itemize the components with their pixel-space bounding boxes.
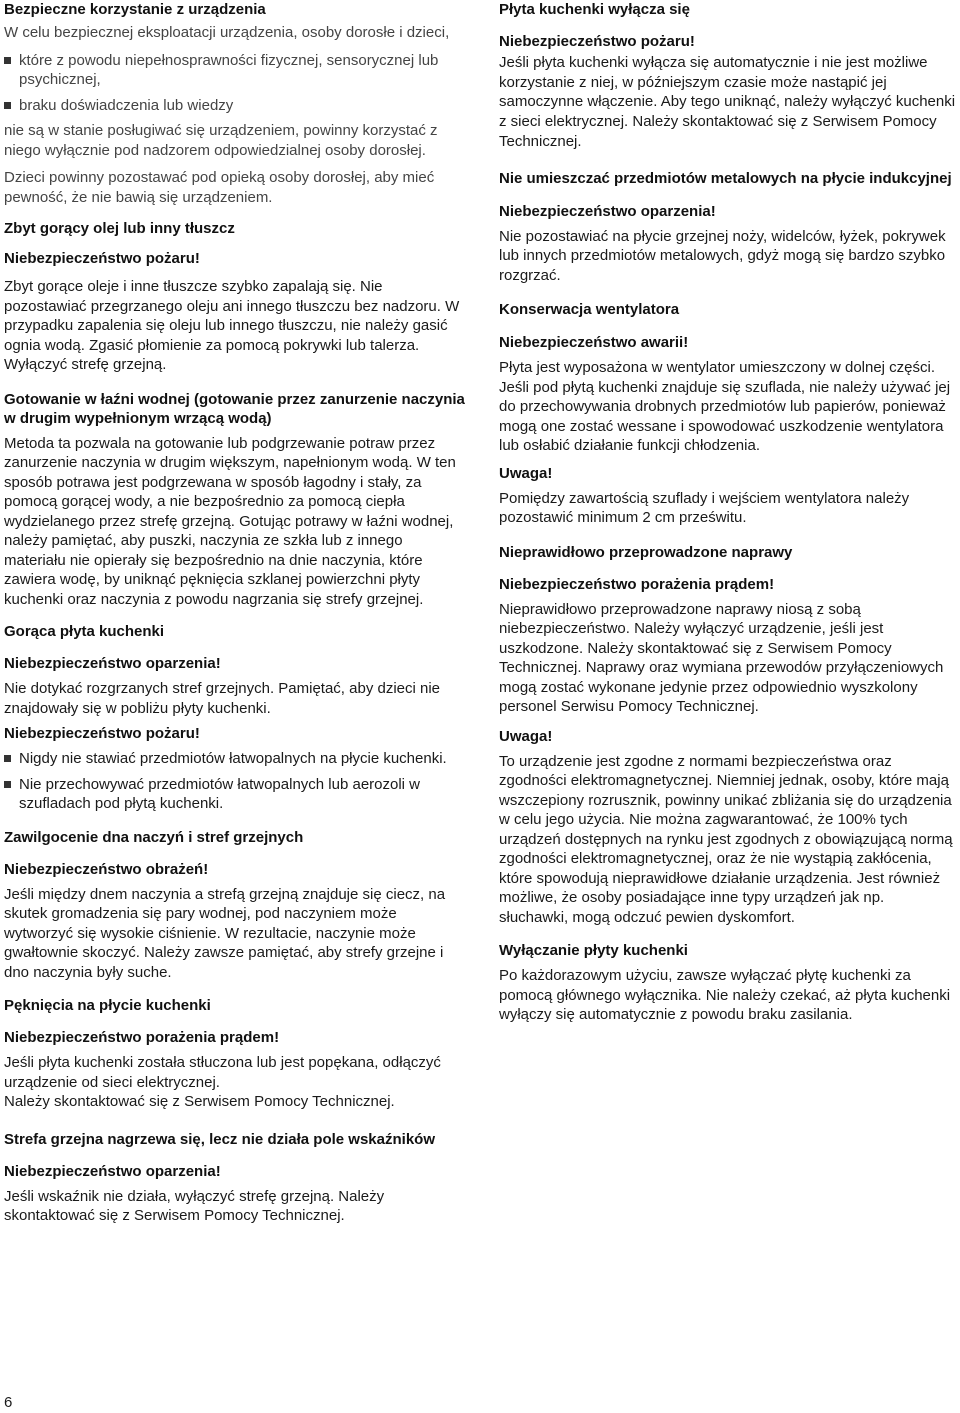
section-switches-off: [499, 0, 957, 152]
paragraph: Nie pozostawiać na płycie grzejnej noży, widelców, łyżek, pokrywek lub innych przedmiotów metalowych, gdyż mogą się bardzo szybko rozgrzać.: [499, 227, 946, 284]
square-bullet-icon: [4, 102, 11, 109]
bullet-list: [4, 51, 466, 116]
section-metal-objects: [499, 169, 957, 286]
list-item: [4, 749, 466, 769]
note-label: Uwaga!: [499, 464, 553, 482]
paragraph: Jeśli płyta kuchenki została stłuczona lub jest popękana, odłączyć urządzenie od sieci elektrycznej.: [4, 1054, 441, 1091]
section-title: Płyta kuchenki wyłącza się: [499, 1, 690, 18]
section-title: Strefa grzejna nagrzewa się, lecz nie działa pole wskaźników: [4, 1130, 435, 1148]
list-item: [4, 96, 466, 116]
square-bullet-icon: [4, 781, 11, 788]
paragraph: Jeśli między dnem naczynia a strefą grzejną znajduje się ciecz, na skutek gromadzenia się pary wodnej, pod naczyniem może wytworzyć się wysokie ciśnienie. W rezultacie, naczynie może gwałtownie skoczyć. Należy zawsze pamiętać, aby strefy grzejne i dno naczynia były suche.: [4, 885, 446, 981]
section-title: Bezpieczne korzystanie z urządzenia: [4, 1, 266, 18]
left-column: [4, 0, 466, 1240]
warning-label: Niebezpieczeństwo pożaru!: [499, 33, 695, 50]
bullet-list: [4, 749, 466, 814]
note-label: Uwaga!: [499, 727, 553, 745]
section-title: Zbyt gorący olej lub inny tłuszcz: [4, 220, 235, 237]
section-title: Konserwacja wentylatora: [499, 301, 680, 319]
section-title: Gorąca płyta kuchenki: [4, 623, 165, 640]
paragraph: Nie dotykać rozgrzanych stref grzejnych. Pamiętać, aby dzieci nie znajdowały się w pobliżu płyty kuchenki.: [4, 680, 441, 717]
paragraph: Nieprawidłowo przeprowadzone naprawy niosą z sobą niebezpieczeństwo. Należy wyłączyć urządzenie, jeśli jest uszkodzone. Należy skontaktować się z Serwisem Pomocy Technicznej. Naprawy oraz wymiana przewodów przyłączeniowych mogą zostać wykonane jedynie przez odpowiednio wyszkolony personel Serwisu Pomocy Technicznej.: [499, 600, 944, 716]
square-bullet-icon: [4, 57, 11, 64]
section-safe-use: [4, 0, 466, 207]
paragraph: Zbyt gorące oleje i inne tłuszcze szybko zapalają się. Nie pozostawiać przegrzanego oleju ani innego tłuszczu bez nadzoru. W przypadku zapalenia się oleju lub innego tłuszczu, nie należy gasić ognia wodą. Zgasić płomienie za pomocą pokrywki lub talerza. Wyłączyć strefę grzejną.: [4, 278, 460, 373]
warning-label: Niebezpieczeństwo oparzenia!: [4, 1162, 221, 1180]
list-item-text: Nigdy nie stawiać przedmiotów łatwopalnych na płycie kuchenki.: [19, 750, 447, 767]
section-moisture: [4, 828, 466, 983]
section-title: Zawilgocenie dna naczyń i stref grzejnych: [4, 828, 304, 846]
warning-label: Niebezpieczeństwo pożaru!: [4, 725, 200, 742]
section-fan: [499, 300, 957, 528]
section-title: Pęknięcia na płycie kuchenki: [4, 997, 211, 1014]
paragraph: W celu bezpiecznej eksploatacji urządzenia, osoby dorosłe i dzieci,: [4, 24, 450, 41]
section-cracks: [4, 996, 466, 1112]
paragraph: Metoda ta pozwala na gotowanie lub podgrzewanie potraw przez zanurzenie naczynia w drugim większym, napełnionym wodą. W ten sposób potrawa jest podgrzewana w sposób łagodny i stały, za pomocą gorącej wody, a nie bezpośrednio za pomocą ciepła wydzielanego przez strefę grzejną. Gotując potrawy w łaźni wodnej, należy pamiętać, aby puszki, naczynia ze szkła lub z innego materiału nie opierały się bezpośrednio na dnie naczynia, które zawiera wodę, by uniknąć pęknięcia szklanej powierzchni płyty kuchenki oraz naczynia z powodu nagrzania się strefy grzejnej.: [4, 434, 456, 608]
section-repairs: [499, 543, 957, 928]
warning-label: Niebezpieczeństwo porażenia prądem!: [499, 575, 775, 593]
section-title: Nie umieszczać przedmiotów metalowych na płycie indukcyjnej: [499, 169, 952, 187]
paragraph: Po każdorazowym użyciu, zawsze wyłączać płytę kuchenki za pomocą głównego wyłącznika. Nie należy czekać, aż płyta kuchenki wyłączy się automatycznie z powodu braku zasilania.: [499, 967, 951, 1024]
paragraph: Jeśli wskaźnik nie działa, wyłączyć strefę grzejną. Należy skontaktować się z Serwisem Pomocy Technicznej.: [4, 1187, 385, 1224]
section-title: Nieprawidłowo przeprowadzone naprawy: [499, 543, 793, 561]
list-item-text: które z powodu niepełnosprawności fizycznej, sensorycznej lub psychicznej,: [19, 51, 439, 88]
right-column: [499, 0, 957, 1039]
warning-label: Niebezpieczeństwo porażenia prądem!: [4, 1029, 280, 1046]
list-item: [4, 51, 466, 90]
paragraph: Płyta jest wyposażona w wentylator umieszczony w dolnej części. Jeśli pod płytą kuchenki znajduje się szuflada, nie należy używać jej do przechowywania drobnych przedmiotów lub papierów, ponieważ mogą one zostać wessane i spowodować uszkodzenie wentylatora lub osłabić działanie funkcji chłodzenia.: [499, 359, 951, 455]
section-hot-hob: [4, 622, 466, 814]
list-item: [4, 775, 466, 814]
section-hot-oil: [4, 219, 466, 375]
list-item-text: braku doświadczenia lub wiedzy: [19, 96, 234, 114]
square-bullet-icon: [4, 755, 11, 762]
section-title: Gotowanie w łaźni wodnej (gotowanie przez zanurzenie naczynia w drugim wypełnionym wrzącą wodą): [4, 390, 465, 427]
warning-label: Niebezpieczeństwo pożaru!: [4, 250, 200, 267]
section-indicator: [4, 1130, 466, 1226]
paragraph: Pomiędzy zawartością szuflady i wejściem wentylatora należy pozostawić minimum 2 cm prześwitu.: [499, 489, 910, 527]
section-title: Wyłączanie płyty kuchenki: [499, 942, 688, 960]
paragraph: Jeśli płyta kuchenki wyłącza się automatycznie i nie jest możliwe korzystanie z niej, w późniejszym czasie może nastąpić jej samoczynne włączenie. Aby tego uniknąć, należy wyłączyć kuchenki z sieci elektrycznej. Należy skontaktować się z Serwisem Pomocy Technicznej.: [499, 54, 956, 150]
paragraph: Dzieci powinny pozostawać pod opieką osoby dorosłej, aby mieć pewność, że nie bawią się urządzeniem.: [4, 169, 435, 206]
paragraph: nie są w stanie posługiwać się urządzeniem, powinny korzystać z niego wyłącznie pod nadzorem odpowiedzialnej osoby dorosłej.: [4, 122, 438, 159]
warning-label: Niebezpieczeństwo oparzenia!: [499, 202, 716, 220]
list-item-text: Nie przechowywać przedmiotów łatwopalnych lub aerozoli w szufladach pod płytą kuchenki.: [19, 775, 421, 812]
paragraph: Należy skontaktować się z Serwisem Pomocy Technicznej.: [4, 1093, 395, 1110]
section-turning-off: [499, 941, 957, 1025]
warning-label: Niebezpieczeństwo obrażeń!: [4, 860, 209, 878]
section-water-bath: [4, 390, 466, 610]
warning-label: Niebezpieczeństwo awarii!: [499, 334, 689, 352]
paragraph: To urządzenie jest zgodne z normami bezpieczeństwa oraz zgodności elektromagnetycznej. Niemniej jednak, osoby, które mają wszczepiony rozrusznik, powinny unikać zbliżania się do urządzenia w celu jego użycia. Nie można zagwarantować, że 100% tych urządzeń dostępnych na rynku jest zgodnych z obowiązującą normą zgodności elektromagnetycznej, oraz że nie wystąpią zakłócenia, które spowodują nieprawidłowe działanie urządzenia. Jest również możliwe, że osoby posiadające inne typy urządzeń jak np. słuchawki, mogą odczuć pewien dyskomfort.: [499, 752, 953, 926]
warning-label: Niebezpieczeństwo oparzenia!: [4, 655, 221, 672]
page-number: 6: [4, 1394, 13, 1411]
